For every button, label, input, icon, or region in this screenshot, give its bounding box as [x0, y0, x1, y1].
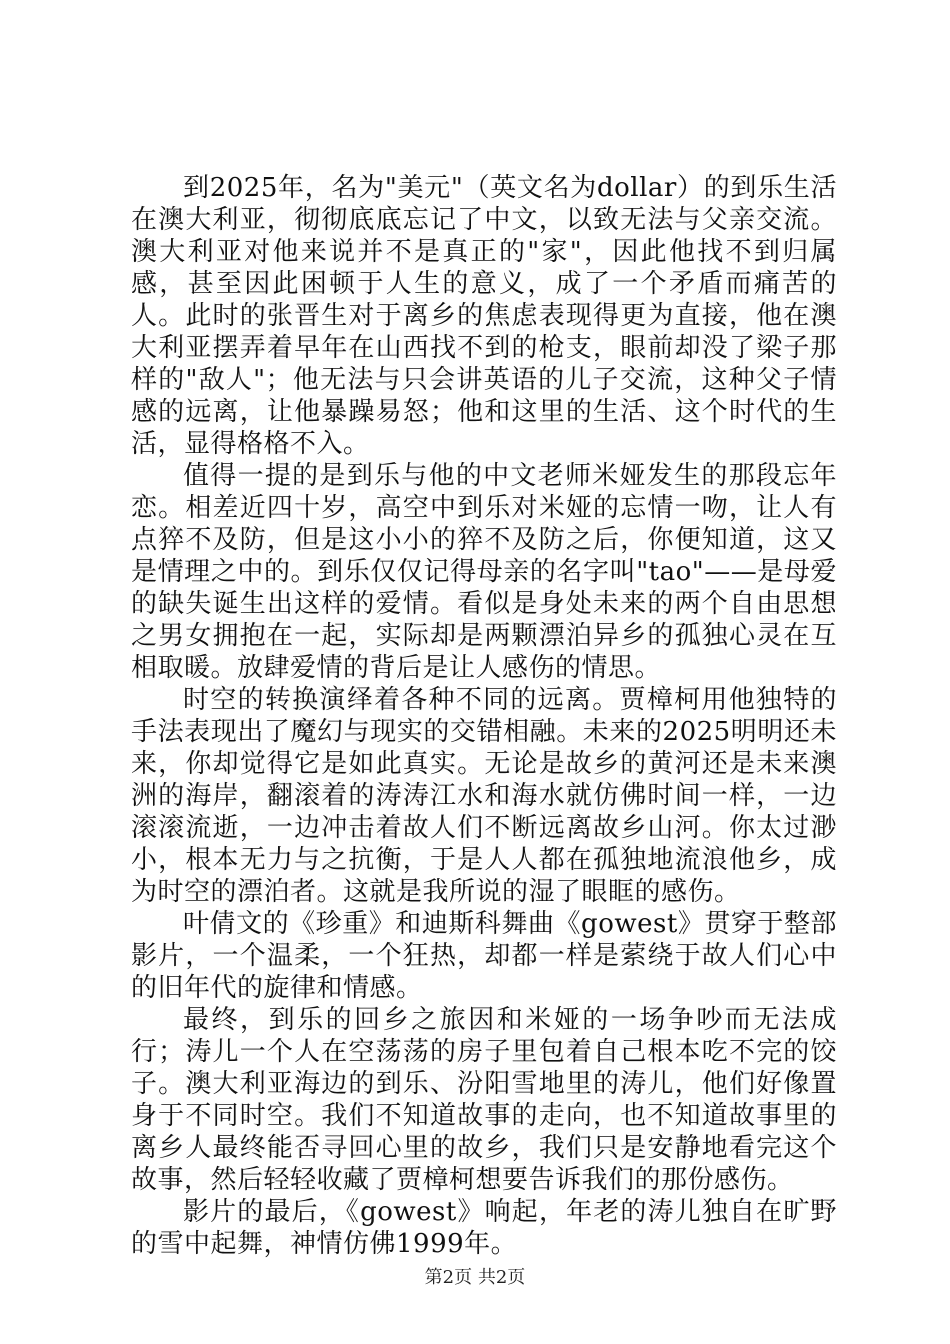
paragraph-4: 叶倩文的《珍重》和迪斯科舞曲《gowest》贯穿于整部影片，一个温柔，一个狂热，却都一样是萦绕于故人们心中的旧年代的旋律和情感。: [131, 909, 837, 1003]
paragraph-6: 影片的最后，《gowest》响起，年老的涛儿独自在旷野的雪中起舞，神情仿佛1999年。: [131, 1197, 837, 1259]
paragraph-1: 到2025年，名为"美元"（英文名为dollar）的到乐生活在澳大利亚，彻彻底底忘记了中文，以致无法与父亲交流。澳大利亚对他来说并不是真正的"家"，因此他找不到归属感，甚至因此困顿于人生的意义，成了一个矛盾而痛苦的人。此时的张晋生对于离乡的焦虑表现得更为直接，他在澳大利亚摆弄着早年在山西找不到的枪支，眼前却没了梁子那样的"敌人"；他无法与只会讲英语的儿子交流，这种父子情感的远离，让他暴躁易怒；他和这里的生活、这个时代的生活，显得格格不入。: [131, 173, 837, 459]
paragraph-3: 时空的转换演绎着各种不同的远离。贾樟柯用他独特的手法表现出了魔幻与现实的交错相融。未来的2025明明还未来，你却觉得它是如此真实。无论是故乡的黄河还是未来澳洲的海岸，翻滚着的涛涛江水和海水就仿佛时间一样，一边滚滚流逝，一边冲击着故人们不断远离故乡山河。你太过渺小，根本无力与之抗衡，于是人人都在孤独地流浪他乡，成为时空的漂泊者。这就是我所说的湿了眼眶的感伤。: [131, 685, 837, 907]
page-number-footer: 第2页 共2页: [424, 1267, 526, 1288]
paragraph-5: 最终，到乐的回乡之旅因和米娅的一场争吵而无法成行；涛儿一个人在空荡荡的房子里包着自己根本吃不完的饺子。澳大利亚海边的到乐、汾阳雪地里的涛儿，他们好像置身于不同时空。我们不知道故事的走向，也不知道故事里的离乡人最终能否寻回心里的故乡，我们只是安静地看完这个故事，然后轻轻收藏了贾樟柯想要告诉我们的那份感伤。: [131, 1005, 837, 1195]
paragraph-2: 值得一提的是到乐与他的中文老师米娅发生的那段忘年恋。相差近四十岁，高空中到乐对米娅的忘情一吻，让人有点猝不及防，但是这小小的猝不及防之后，你便知道，这又是情理之中的。到乐仅仅记得母亲的名字叫"tao"——是母爱的缺失诞生出这样的爱情。看似是身处未来的两个自由思想之男女拥抱在一起，实际却是两颗漂泊异乡的孤独心灵在互相取暖。放肆爱情的背后是让人感伤的情思。: [131, 461, 837, 683]
document-body: [131, 172, 837, 1260]
